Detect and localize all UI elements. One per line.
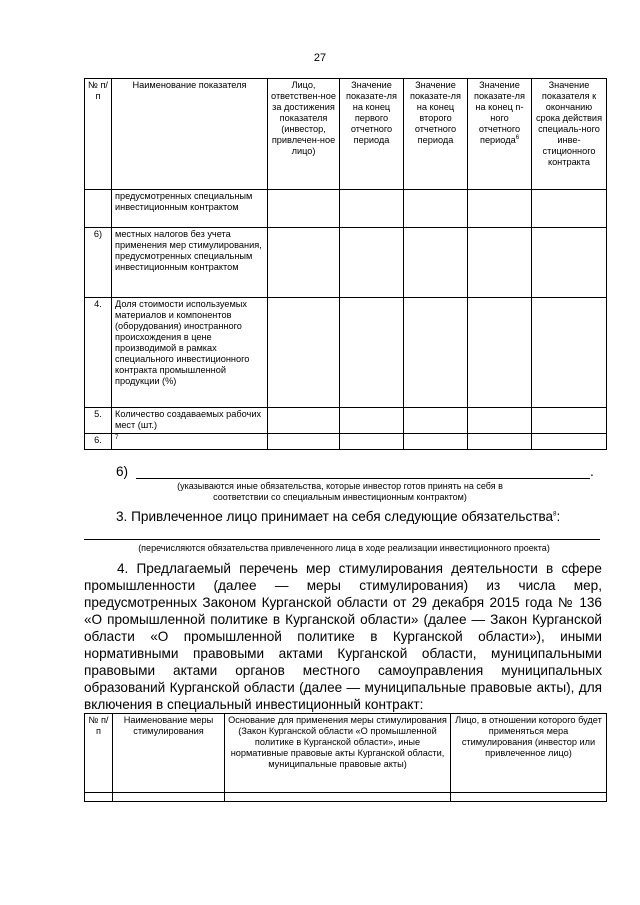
row-name (112, 434, 268, 450)
row-num: 6) (85, 228, 112, 298)
stimulus-measures-table (84, 713, 607, 802)
header-first-period: Значение показате-ля на конец первого отчетного периода (340, 79, 404, 190)
section3-fill-line (84, 527, 600, 540)
item6-end: . (590, 464, 594, 479)
item6-note: (указываются иные обязательства, которые инвестор готов принять на себя в соответствии со специальным инвестиционным контрактом) (177, 481, 503, 502)
header-recipient: Лицо, в отношении которого будет применяться мера стимулирования (инвестор или привлеченное лицо) (451, 714, 607, 793)
header-end-of-contract: Значение показателя к окончанию срока действия специаль-ного инве-стиционного контракта (532, 79, 607, 190)
row-name: Количество создаваемых рабочих мест (шт.) (112, 408, 268, 434)
item6-fill-line (136, 466, 590, 479)
row-name: местных налогов без учета применения мер стимулирования, предусмотренных специальным инвестиционным контрактом (112, 228, 268, 298)
header-num: № п/п (85, 714, 113, 793)
footnote-mark: 6 (515, 134, 520, 141)
row-num (85, 190, 112, 228)
table-row (85, 228, 607, 298)
row-name: предусмотренных специальным инвестиционным контрактом (112, 190, 268, 228)
row-name: Доля стоимости используемых материалов и компонентов (оборудования) иностранного происхождения в цене производимой в рамках специального инвестиционного контракта промышленной продукции (%) (112, 298, 268, 408)
header-num: № п/п (85, 79, 112, 190)
section3-text: 3. Привлеченное лицо принимает на себя следующие обязательства$^8$: (116, 509, 561, 524)
header-basis: Основание для применения меры стимулирования (Закон Курганской области «О промышленной политике в Курганской области», иные нормативные правовые акты Курганской области, муниципальные правовые акты) (225, 714, 451, 793)
header-responsible: Лицо, ответствен-ное за достижения показателя (инвестор, привлечен-ное лицо) (268, 79, 340, 190)
table-row (85, 408, 607, 434)
header-indicator-name: Наименование показателя (112, 79, 268, 190)
footnote-mark: 7 (115, 434, 119, 441)
row-num: 5. (85, 408, 112, 434)
table-header-row (85, 79, 607, 190)
section3-note: (перечисляются обязательства привлеченного лица в ходе реализации инвестиционного проекта) (138, 543, 550, 553)
indicators-table (84, 78, 607, 450)
header-measure-name: Наименование меры стимулирования (113, 714, 225, 793)
section4-paragraph: 4. Предлагаемый перечень мер стимулирования деятельности в сфере промышленности (далее — меры стимулирования) из числа мер, предусмотренных Законом Курганской области от 29 декабря 2015 года № 136 «О промышленной политике в Курганской области» (далее — Закон Курганской области «О промышленной политике в Курганской области»), иными нормативными правовыми актами Курганской области, муниципальными правовыми актами органов местного самоуправления муниципальных образований Курганской области (далее — муниципальные правовые акты), для включения в специальный инвестиционный контракт: (84, 561, 602, 712)
page-number: 27 (313, 52, 327, 64)
header-second-period: Значение показате-ля на конец второго отчетного периода (404, 79, 468, 190)
header-nth-period: Значение показате-ля на конец n-ного отчетного периода$^6$ (468, 79, 532, 190)
footnote-mark: 8 (553, 511, 557, 518)
table-row (85, 793, 607, 802)
table-row (85, 298, 607, 408)
table-header-row (85, 714, 607, 793)
row-num: 4. (85, 298, 112, 408)
row-num: 6. (85, 434, 112, 450)
item6-label: 6) (116, 464, 129, 479)
table-row (85, 190, 607, 228)
table-row (85, 434, 607, 450)
